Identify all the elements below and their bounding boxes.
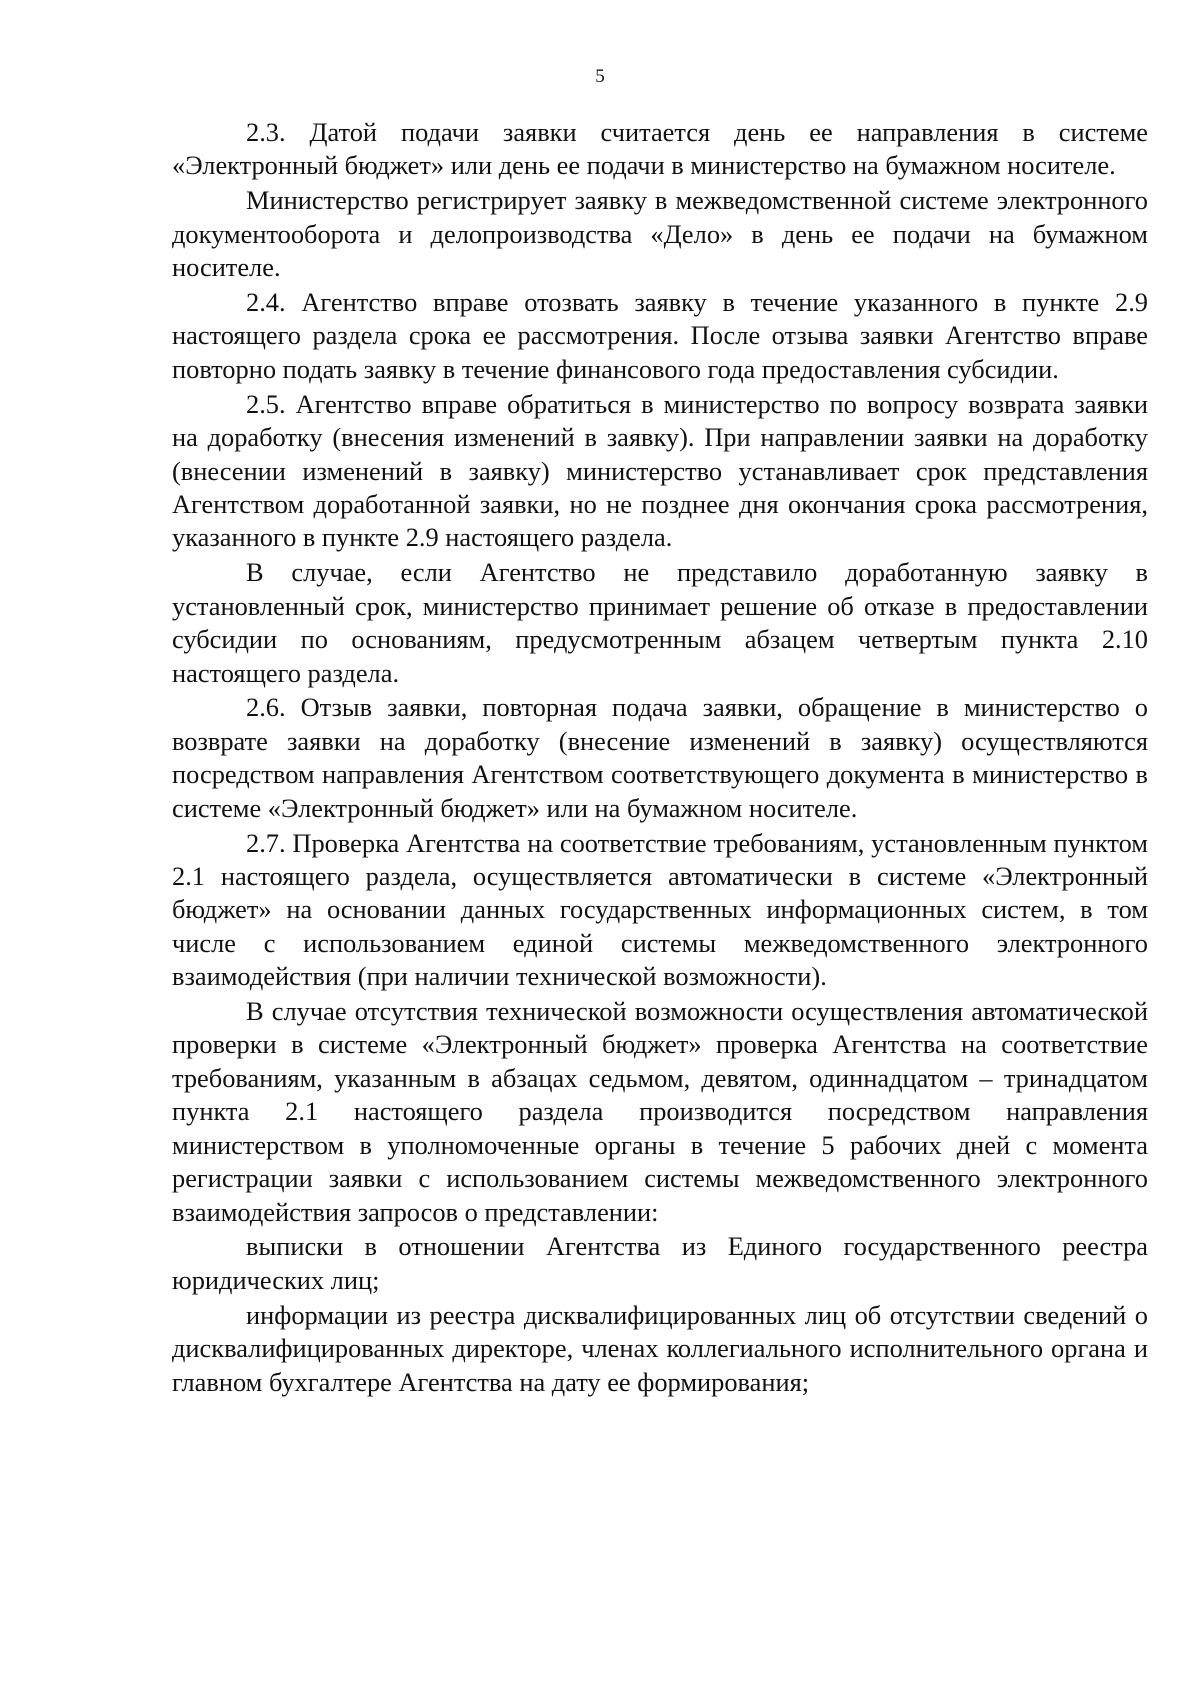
paragraph-registration: Министерство регистрирует заявку в межведомственной системе электронного документооборота и делопроизводства «Дело» в день ее подачи на бумажном носителе.: [172, 185, 1148, 283]
page-number: 5: [595, 66, 605, 87]
paragraph-egrul-extract: выписки в отношении Агентства из Единого государственного реестра юридических лиц;: [172, 1231, 1148, 1295]
paragraph-disqualified-registry: информации из реестра дисквалифицированных лиц об отсутствии сведений о дисквалифицированных директоре, членах коллегиального исполнительного органа и главном бухгалтере Агентства на дату ее формирования;: [172, 1299, 1148, 1397]
paragraph-2-4: 2.4. Агентство вправе отозвать заявку в течение указанного в пункте 2.9 настоящего раздела срока ее рассмотрения. После отзыва заявки Агентство вправе повторно подать заявку в течение финансового года предоставления субсидии.: [172, 287, 1148, 384]
paragraph-2-6: 2.6. Отзыв заявки, повторная подача заявки, обращение в министерство о возврате заявки на доработку (внесение изменений в заявку) осуществляются посредством направления Агентством соответствующего документа в министерство в системе «Электронный бюджет» или на бумажном носителе.: [172, 692, 1148, 823]
paragraph-manual-check: В случае отсутствия технической возможности осуществления автоматической проверки в системе «Электронный бюджет» проверка Агентства на соответствие требованиям, указанным в абзацах седьмом, девятом, одиннадцатом – тринадцатом пункта 2.1 настоящего раздела производится посредством направления министерством в уполномоченные органы в течение 5 рабочих дней с момента регистрации заявки с использованием системы межведомственного электронного взаимодействия запросов о представлении:: [172, 996, 1148, 1227]
paragraph-2-5: 2.5. Агентство вправе обратиться в министерство по вопросу возврата заявки на доработку (внесения изменений в заявку). При направлении заявки на доработку (внесении изменений в заявку) министерство устанавливает срок представления Агентством доработанной заявки, но не позднее дня окончания срока рассмотрения, указанного в пункте 2.9 настоящего раздела.: [172, 388, 1148, 553]
paragraph-2-7: 2.7. Проверка Агентства на соответствие требованиям, установленным пунктом 2.1 настоящего раздела, осуществляется автоматически в системе «Электронный бюджет» на основании данных государственных информационных систем, в том числе с использованием единой системы межведомственного электронного взаимодействия (при наличии технической возможности).: [172, 827, 1148, 992]
document-body: [172, 116, 1148, 1400]
paragraph-2-3: 2.3. Датой подачи заявки считается день ее направления в системе «Электронный бюджет» или день ее подачи в министерство на бумажном носителе.: [172, 117, 1148, 181]
paragraph-refusal: В случае, если Агентство не представило доработанную заявку в установленный срок, министерство принимает решение об отказе в предоставлении субсидии по основаниям, предусмотренным абзацем четвертым пункта 2.10 настоящего раздела.: [172, 557, 1148, 688]
